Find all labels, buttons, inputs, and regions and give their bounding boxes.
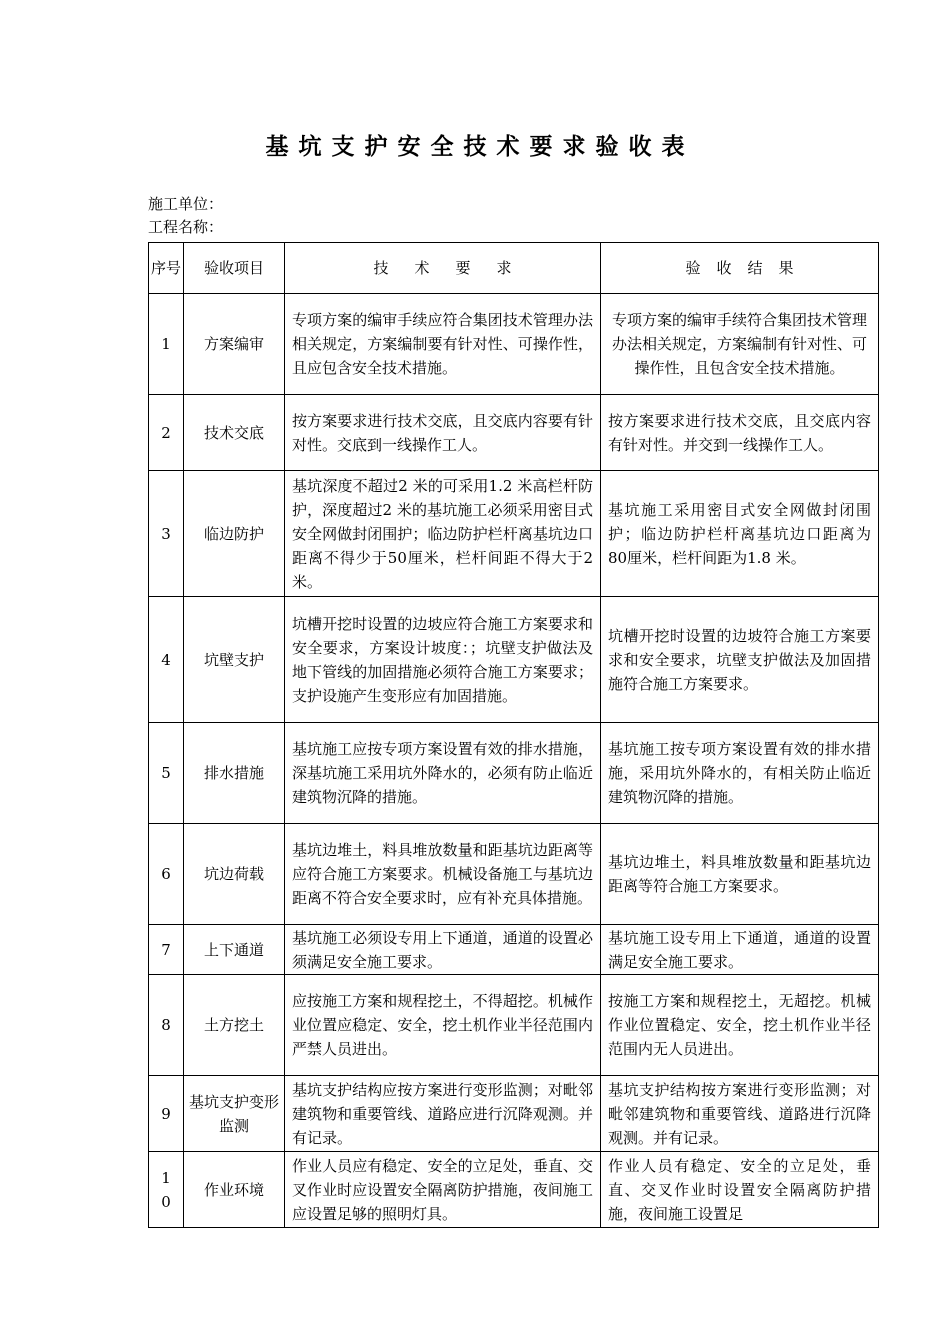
table-header-row: [149, 243, 879, 294]
row-no: 3: [149, 471, 184, 597]
row-no: 9: [149, 1076, 184, 1152]
table-row: [149, 597, 879, 723]
project-name-label: 工程名称：: [148, 218, 224, 236]
row-no: 6: [149, 824, 184, 925]
table-row: [149, 824, 879, 925]
table-row: [149, 925, 879, 975]
row-item: 坑壁支护: [184, 597, 285, 723]
row-requirement: 作业人员应有稳定、安全的立足处，垂直、交叉作业时应设置安全隔离防护措施，夜间施工应设置足够的照明灯具。: [285, 1152, 601, 1228]
header-result: 验收结果: [601, 243, 879, 294]
row-item: 土方挖土: [184, 975, 285, 1076]
table-row: [149, 975, 879, 1076]
row-result: 基坑支护结构按方案进行变形监测；对毗邻建筑物和重要管线、道路进行沉降观测。并有记录。: [601, 1076, 879, 1152]
row-item: 排水措施: [184, 723, 285, 824]
row-item: 临边防护: [184, 471, 285, 597]
row-requirement: 专项方案的编审手续应符合集团技术管理办法相关规定，方案编制要有针对性、可操作性，且应包含安全技术措施。: [285, 294, 601, 395]
row-result: 坑槽开挖时设置的边坡符合施工方案要求和安全要求，坑壁支护做法及加固措施符合施工方案要求。: [601, 597, 879, 723]
row-result: 作业人员有稳定、安全的立足处，垂直、交叉作业时设置安全隔离防护措施，夜间施工设置足: [601, 1152, 879, 1228]
table-row: [149, 294, 879, 395]
row-item: 技术交底: [184, 395, 285, 471]
row-no: 2: [149, 395, 184, 471]
row-result: 专项方案的编审手续符合集团技术管理办法相关规定，方案编制有针对性、可操作性，且包含安全技术措施。: [601, 294, 879, 395]
row-requirement: 基坑深度不超过2 米的可采用1.2 米高栏杆防护，深度超过2 米的基坑施工必须采用密目式安全网做封闭围护；临边防护栏杆离基坑边口距离不得少于50厘米，栏杆间距不得大于2 米。: [285, 471, 601, 597]
row-result: 按施工方案和规程挖土，无超挖。机械作业位置稳定、安全，挖土机作业半径范围内无人员进出。: [601, 975, 879, 1076]
row-requirement: 基坑支护结构应按方案进行变形监测；对毗邻建筑物和重要管线、道路应进行沉降观测。并有记录。: [285, 1076, 601, 1152]
row-no: 5: [149, 723, 184, 824]
row-item: 基坑支护变形监测: [184, 1076, 285, 1152]
row-result: 基坑边堆土，料具堆放数量和距基坑边距离等符合施工方案要求。: [601, 824, 879, 925]
row-requirement: 基坑施工应按专项方案设置有效的排水措施，深基坑施工采用坑外降水的，必须有防止临近建筑物沉降的措施。: [285, 723, 601, 824]
row-result: 基坑施工设专用上下通道，通道的设置满足安全施工要求。: [601, 925, 879, 975]
row-requirement: 应按施工方案和规程挖土，不得超挖。机械作业位置应稳定、安全，挖土机作业半径范围内严禁人员进出。: [285, 975, 601, 1076]
row-result: 按方案要求进行技术交底，且交底内容有针对性。并交到一线操作工人。: [601, 395, 879, 471]
row-no: 1: [149, 294, 184, 395]
row-requirement: 按方案要求进行技术交底，且交底内容要有针对性。交底到一线操作工人。: [285, 395, 601, 471]
table-row: [149, 723, 879, 824]
header-requirement: 技术要求: [285, 243, 601, 294]
acceptance-table: [148, 242, 879, 1228]
header-no: 序号: [149, 243, 184, 294]
table-row: [149, 1076, 879, 1152]
row-item: 方案编审: [184, 294, 285, 395]
row-requirement: 坑槽开挖时设置的边坡应符合施工方案要求和安全要求，方案设计坡度：；坑壁支护做法及地下管线的加固措施必须符合施工方案要求；支护设施产生变形应有加固措施。: [285, 597, 601, 723]
row-result: 基坑施工采用密目式安全网做封闭围护；临边防护栏杆离基坑边口距离为 80厘米，栏杆间距为1.8 米。: [601, 471, 879, 597]
row-item: 作业环境: [184, 1152, 285, 1228]
construction-unit-label: 施工单位：: [148, 195, 224, 213]
page-title: 基坑支护安全技术要求验收表: [265, 134, 695, 160]
row-result: 基坑施工按专项方案设置有效的排水措施，采用坑外降水的，有相关防止临近建筑物沉降的措施。: [601, 723, 879, 824]
row-item: 上下通道: [184, 925, 285, 975]
header-item: 验收项目: [184, 243, 285, 294]
table-row: [149, 1152, 879, 1228]
row-no: 10: [149, 1152, 184, 1228]
row-item: 坑边荷载: [184, 824, 285, 925]
row-no: 4: [149, 597, 184, 723]
table-row: [149, 395, 879, 471]
row-requirement: 基坑施工必须设专用上下通道，通道的设置必须满足安全施工要求。: [285, 925, 601, 975]
row-no: 8: [149, 975, 184, 1076]
row-requirement: 基坑边堆土，料具堆放数量和距基坑边距离等应符合施工方案要求。机械设备施工与基坑边距离不符合安全要求时，应有补充具体措施。: [285, 824, 601, 925]
table-row: [149, 471, 879, 597]
row-no: 7: [149, 925, 184, 975]
